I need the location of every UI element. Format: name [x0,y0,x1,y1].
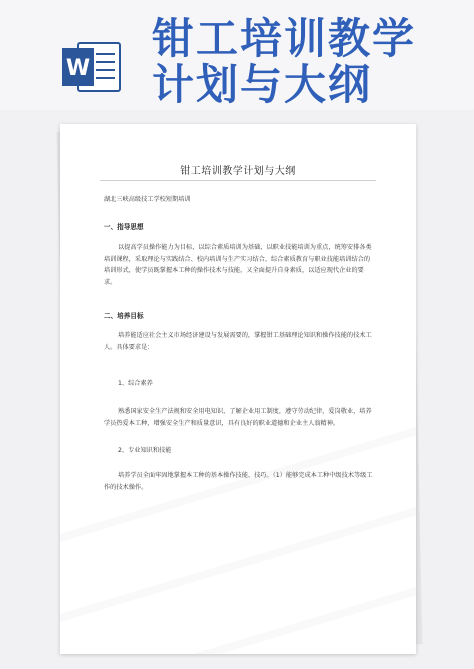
section-1-body: 以提高学员操作能力为目标，以综合素质培训为基础，以职业技能培训为重点，统筹安排各类培训课程，采取理论与实践结合、校内培训与生产实习结合、综合素质教育与职业技能培训结合的培训形式，使学员既掌握本工种的操作技术与技能，又全面提升自身素质，以适应现代企业的要求。 [104,244,372,286]
document-page [60,124,416,654]
subsection-2-heading: 2、专业知识和技能 [118,447,172,454]
section-2-heading: 二、培养目标 [104,312,144,320]
banner [0,0,474,110]
document-org: 湖北三峡高级技工学校短期培训 [104,196,191,203]
word-document-icon [60,40,122,94]
subsection-2-body: 培养学员全面牢固地掌握本工种的基本操作技能、技巧。（1）能够完成本工种中级技术等级工作的技术操作。 [104,472,373,491]
watermark-pattern [60,124,416,654]
document-title: 钳工培训教学计划与大纲 [180,166,296,177]
banner-title: 钳工培训教学计划与大纲 [152,14,417,109]
section-2-body: 培养能适应社会主义市场经济建设与发展需要的，掌握钳工基础理论知识和操作技能的技术工人。具体要求是： [104,332,372,351]
section-1-heading: 一、指导思想 [104,223,144,231]
word-logo-letter: W [65,56,91,81]
subsection-1-heading: 1、综合素养 [118,380,153,387]
subsection-1-body: 熟悉国家安全生产法规和安全用电知识，了解企业用工制度，遵守劳动纪律，爱岗敬业，培养学员热爱本工种，增强安全生产和质量意识，具有良好的职业道德和企业主人翁精神。 [104,408,372,427]
